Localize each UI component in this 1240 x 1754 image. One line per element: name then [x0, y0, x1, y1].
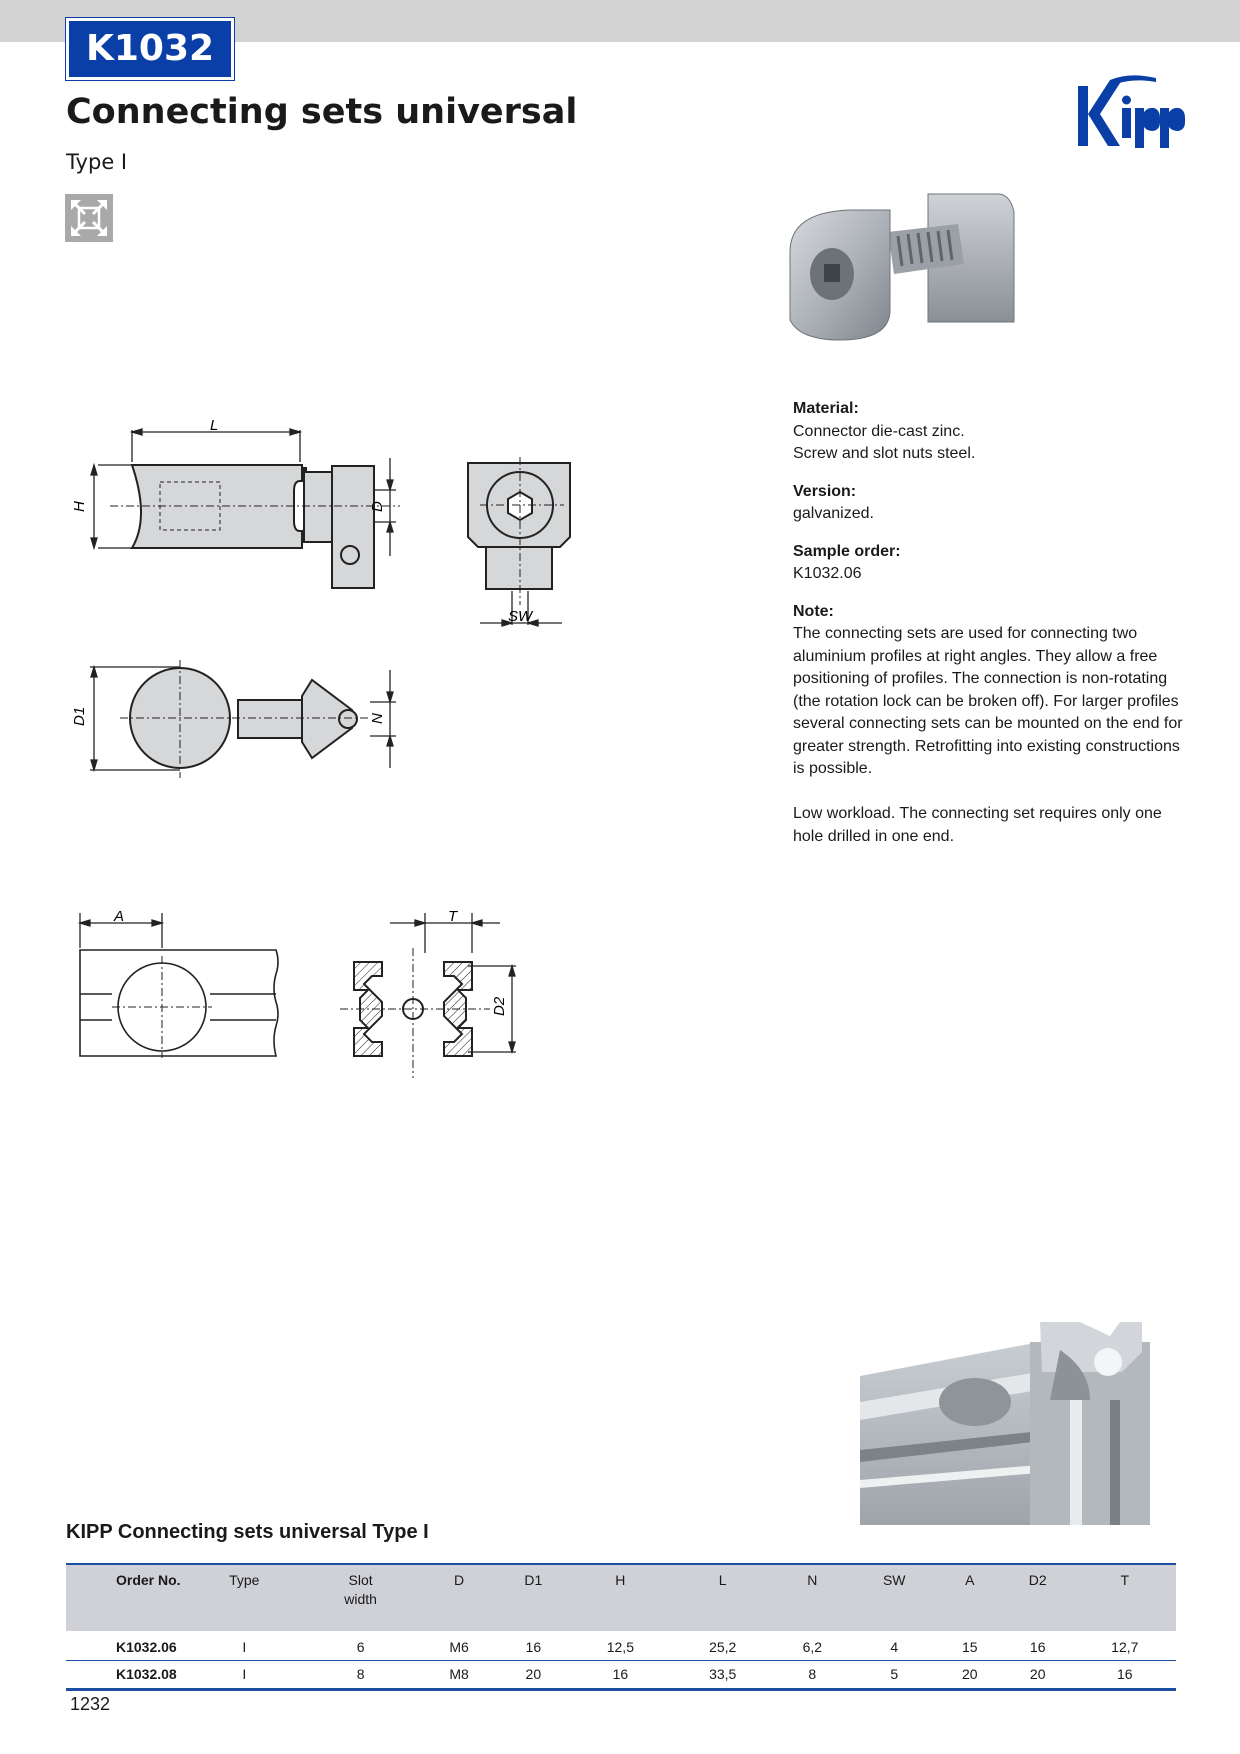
- th-n: N: [807, 1572, 818, 1588]
- note-text: The connecting sets are used for connecting two aluminium profiles at right angles. They allow a free positioning of profiles. The connection is non-rotating (the rotation lock can be broken off). For larger profiles several connecting sets can be mounted on the end for greater strength. Retrofitting into existing constructions is possible. Low workload. The connecting set requires only one hole drilled in one end.: [793, 625, 1183, 845]
- table-row: [66, 1660, 1176, 1689]
- svg-text:N: N: [369, 713, 386, 724]
- version-text: galvanized.: [793, 505, 874, 522]
- kipp-logo-icon: [1072, 74, 1186, 156]
- cell: 8: [301, 1660, 421, 1689]
- cell: I: [188, 1631, 301, 1660]
- cell: 16: [1002, 1631, 1074, 1660]
- svg-text:D1: D1: [71, 706, 88, 726]
- th-slot-width: Slot width: [344, 1572, 377, 1607]
- application-photo: [860, 1320, 1180, 1525]
- cell: 4: [851, 1631, 938, 1660]
- product-code-badge: K1032: [66, 18, 234, 80]
- cell: 16: [1074, 1660, 1176, 1689]
- arrows-diagonal-icon: [65, 194, 113, 242]
- drawing-end-view: [460, 455, 590, 635]
- cell: 16: [497, 1631, 569, 1660]
- drawing-top-view: [70, 418, 410, 608]
- th-d1: D1: [524, 1572, 543, 1588]
- th-sw: SW: [882, 1572, 906, 1588]
- cell: 5: [851, 1660, 938, 1689]
- table-header-row: [66, 1564, 1176, 1631]
- svg-text:H: H: [71, 501, 88, 512]
- th-d2: D2: [1028, 1572, 1047, 1588]
- drawing-profile-slot: [72, 908, 282, 1078]
- material-block: [793, 398, 1183, 466]
- svg-text:T: T: [448, 908, 458, 925]
- cell: 6,2: [774, 1631, 851, 1660]
- drawing-bottom-view: [70, 660, 410, 780]
- th-d: D: [453, 1572, 465, 1588]
- page-subtitle: Type I: [66, 150, 128, 174]
- sample-order-text: K1032.06: [793, 565, 862, 582]
- cell: M8: [421, 1660, 498, 1689]
- th-h: H: [615, 1572, 626, 1588]
- material-label: Material:: [793, 400, 859, 417]
- material-text: Connector die-cast zinc. Screw and slot nuts steel.: [793, 422, 976, 462]
- drawing-profile-section: [330, 908, 530, 1088]
- cell: 12,5: [569, 1631, 671, 1660]
- cell: 16: [569, 1660, 671, 1689]
- cell: 6: [301, 1631, 421, 1660]
- table-row: [66, 1631, 1176, 1660]
- svg-text:A: A: [114, 908, 125, 925]
- th-order-no: Order No.: [116, 1572, 181, 1588]
- version-label: Version:: [793, 482, 857, 500]
- info-block: [793, 398, 1183, 863]
- th-t: T: [1120, 1572, 1130, 1588]
- spec-table: [66, 1563, 1176, 1691]
- note-label: Note:: [793, 602, 834, 620]
- cell: 25,2: [672, 1631, 774, 1660]
- product-photo: [788, 192, 1020, 358]
- th-a: A: [965, 1572, 975, 1588]
- cell: 33,5: [672, 1660, 774, 1689]
- svg-text:D2: D2: [491, 996, 508, 1016]
- table-title: KIPP Connecting sets universal Type I: [66, 1521, 429, 1543]
- cell: 20: [497, 1660, 569, 1689]
- sample-order-label: Sample order:: [793, 542, 901, 560]
- page-number: 1232: [70, 1694, 111, 1714]
- note-block: [793, 601, 1183, 849]
- th-l: L: [718, 1572, 727, 1588]
- svg-text:SW: SW: [508, 608, 533, 625]
- sample-order-block: [793, 541, 1183, 586]
- version-block: [793, 481, 1183, 526]
- cell: I: [188, 1660, 301, 1689]
- cell: K1032.08: [66, 1660, 188, 1689]
- page-title: Connecting sets universal: [66, 92, 578, 132]
- cell: K1032.06: [66, 1631, 188, 1660]
- cell: 15: [938, 1631, 1002, 1660]
- svg-text:D: D: [369, 501, 386, 512]
- cell: 20: [1002, 1660, 1074, 1689]
- svg-text:L: L: [210, 418, 219, 434]
- th-type: Type: [229, 1572, 260, 1588]
- cell: 20: [938, 1660, 1002, 1689]
- cell: 12,7: [1074, 1631, 1176, 1660]
- cell: 8: [774, 1660, 851, 1689]
- cell: M6: [421, 1631, 498, 1660]
